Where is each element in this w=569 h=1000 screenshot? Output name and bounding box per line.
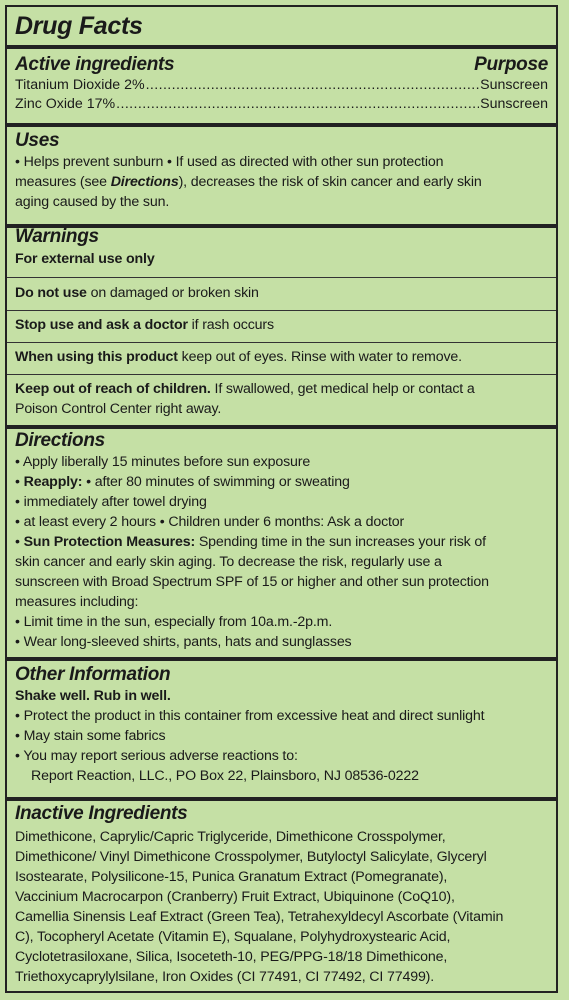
- warnings-section: [7, 226, 556, 269]
- divider-thin: [7, 310, 556, 311]
- uses-line: aging caused by the sun.: [15, 194, 170, 210]
- purpose-heading: Purpose: [474, 54, 548, 75]
- ingredient-name: Titanium Dioxide 2%: [15, 77, 145, 93]
- ingredient-purpose: Sunscreen: [480, 96, 548, 112]
- drug-facts-panel: [5, 5, 558, 993]
- divider-thick: [7, 425, 556, 429]
- warning-stop-use: Stop use and ask a doctor if rash occurs: [15, 317, 274, 333]
- warning-external: For external use only: [15, 251, 155, 267]
- active-ingredients-section: [7, 54, 556, 114]
- ingredient-row: [15, 95, 548, 114]
- page-title: Drug Facts: [15, 12, 143, 40]
- uses-section: [7, 130, 556, 212]
- other-information-section: [7, 664, 556, 786]
- uses-line: measures (see Directions), decreases the risk of skin cancer and early skin: [15, 174, 482, 190]
- inactive-ingredients-text: Dimethicone, Caprylic/Capric Triglyceride, Dimethicone Crosspolymer, Dimethicone/ Vinyl Dimethicone Crosspolymer, Butyloctyl Salicylate, Glyceryl Isostearate, Polysilicone-15, Punica Granatum Extract (Pomegranate), Vaccinium Macrocarpon (Cranberry) Fruit Extract, Ubiquinone (CoQ10), Camellia Sinensis Leaf Extract (Green Tea), Tetrahexyldecyl Ascorbate (Vitamin C), Tocopheryl Acetate (Vitamin E), Squalane, Polyhydroxystearic Acid, Cyclotetrasiloxane, Silica, Isoceteth-10, PEG/PPG-18/18 Dimethicone, Triethoxycaprylylsilane, Iron Oxides (CI 77491, CI 77492, CI 77499).: [15, 829, 504, 985]
- divider-thin: [7, 342, 556, 343]
- inactive-ingredients-heading: Inactive Ingredients: [15, 803, 188, 824]
- divider-thick: [7, 45, 556, 49]
- divider-thick: [7, 797, 556, 801]
- leader-dots: [146, 76, 480, 95]
- leader-dots: [116, 95, 479, 114]
- warning-keep-out: Keep out of reach of children. If swallowed, get medical help or contact a Poison Control Center right away.: [15, 381, 475, 417]
- directions-section: [7, 430, 556, 652]
- divider-thin: [7, 374, 556, 375]
- uses-text: [15, 152, 548, 212]
- other-information-heading: Other Information: [15, 664, 171, 685]
- uses-line: • Helps prevent sunburn • If used as directed with other sun protection: [15, 154, 444, 170]
- ingredient-name: Zinc Oxide 17%: [15, 96, 116, 112]
- divider-thick: [7, 123, 556, 127]
- warning-do-not-use: Do not use on damaged or broken skin: [15, 285, 259, 301]
- other-information-text: Shake well. Rub in well. • Protect the product in this container from excessive heat and direct sunlight • May stain some fabrics • You may report serious adverse reactions to: Report Reaction, LLC., PO Box 22, Plainsboro, NJ 08536-0222: [15, 688, 485, 784]
- directions-heading: Directions: [15, 430, 105, 451]
- uses-heading: Uses: [15, 130, 60, 151]
- ingredient-purpose: Sunscreen: [480, 77, 548, 93]
- active-ingredients-heading: Active ingredients: [15, 54, 175, 75]
- inactive-ingredients-section: [7, 803, 556, 987]
- ingredient-row: [15, 76, 548, 95]
- divider-thick: [7, 657, 556, 661]
- warnings-heading: Warnings: [15, 226, 99, 247]
- warning-when-using: When using this product keep out of eyes. Rinse with water to remove.: [15, 349, 462, 365]
- drug-facts-header: [7, 10, 556, 42]
- divider-thin: [7, 277, 556, 278]
- directions-text: • Apply liberally 15 minutes before sun exposure • Reapply: • after 80 minutes of swimming or sweating • immediately after towel drying • at least every 2 hours • Children under 6 months: Ask a doctor • Sun Protection Measures: Spending time in the sun increases your risk of skin cancer and early skin aging. To decrease the risk, regularly use a sunscreen with Broad Spectrum SPF of 15 or higher and other sun protection measures including: • Limit time in the sun, especially from 10a.m.-2p.m. • Wear long-sleeved shirts, pants, hats and sunglasses: [15, 454, 489, 650]
- directions-ref: Directions: [110, 174, 179, 190]
